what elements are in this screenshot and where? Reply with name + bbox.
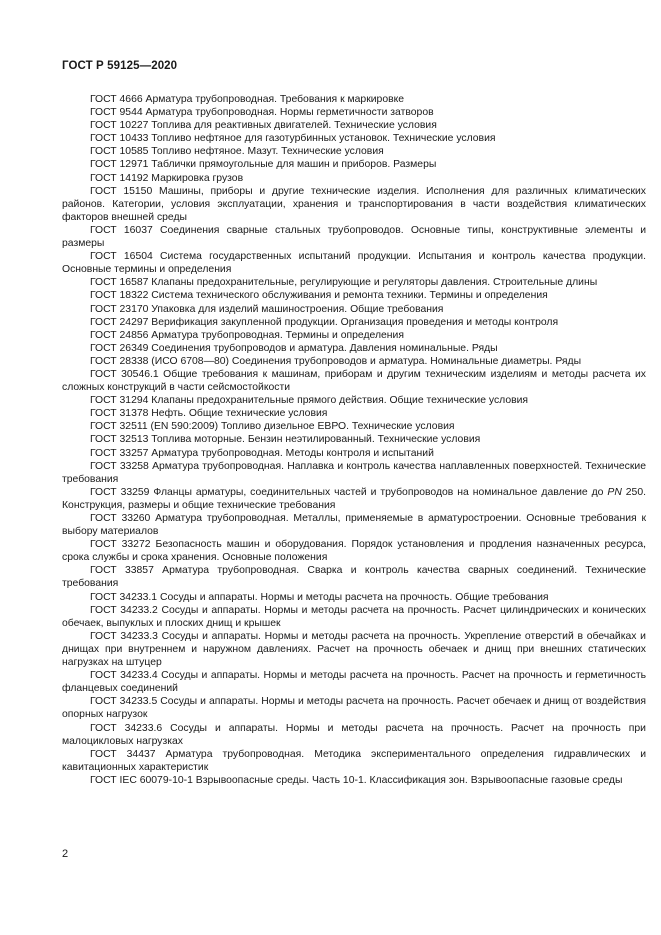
reference-item: ГОСТ 24856 Арматура трубопроводная. Термины и определения xyxy=(90,329,404,341)
reference-item: ГОСТ 33260 Арматура трубопроводная. Металлы, применяемые в арматуростроении. Основные требования к выбору материалов xyxy=(62,513,646,538)
reference-item: ГОСТ 32511 (EN 590:2009) Топливо дизельное ЕВРО. Технические условия xyxy=(90,421,455,433)
reference-item: ГОСТ 34233.1 Сосуды и аппараты. Нормы и методы расчета на прочность. Общие требования xyxy=(90,591,549,603)
document-header: ГОСТ Р 59125—2020 xyxy=(62,60,178,72)
reference-item: ГОСТ 10227 Топлива для реактивных двигателей. Технические условия xyxy=(90,120,437,132)
reference-item: ГОСТ 23170 Упаковка для изделий машиностроения. Общие требования xyxy=(90,303,444,315)
reference-item: ГОСТ 10433 Топливо нефтяное для газотурбинных установок. Технические условия xyxy=(90,133,496,145)
reference-item: ГОСТ 34233.6 Сосуды и аппараты. Нормы и методы расчета на прочность. Расчет на прочность при малоцикловых нагрузках xyxy=(62,722,646,747)
reference-item: ГОСТ 18322 Система технического обслуживания и ремонта техники. Термины и определения xyxy=(90,290,548,302)
reference-item: ГОСТ 34437 Арматура трубопроводная. Методика экспериментального определения гидравлических и кавитационных характеристик xyxy=(62,748,646,773)
reference-item: ГОСТ 26349 Соединения трубопроводов и арматура. Давления номинальные. Ряды xyxy=(90,342,498,354)
reference-item: ГОСТ 16504 Система государственных испытаний продукции. Испытания и контроль качества продукции. Основные термины и определения xyxy=(62,251,646,276)
reference-item: ГОСТ 33857 Арматура трубопроводная. Сварка и контроль качества сварных соединений. Технические требования xyxy=(62,565,646,590)
reference-item: ГОСТ 33258 Арматура трубопроводная. Наплавка и контроль качества наплавленных поверхностей. Технические требования xyxy=(62,460,646,485)
reference-item: ГОСТ 34233.2 Сосуды и аппараты. Нормы и методы расчета на прочность. Расчет цилиндрических и конических обечаек, выпуклых и плоских днищ и крышек xyxy=(62,604,646,629)
reference-item: ГОСТ 33272 Безопасность машин и оборудования. Порядок установления и продления назначенных ресурса, срока службы и срока хранения. Основные положения xyxy=(62,539,646,564)
reference-item: ГОСТ 9544 Арматура трубопроводная. Нормы герметичности затворов xyxy=(90,107,434,119)
normative-references-list xyxy=(62,93,646,787)
page-number: 2 xyxy=(62,848,69,860)
reference-item: ГОСТ 24297 Верификация закупленной продукции. Организация проведения и методы контроля xyxy=(90,316,559,328)
reference-item: ГОСТ 33257 Арматура трубопроводная. Методы контроля и испытаний xyxy=(90,447,434,459)
reference-item: ГОСТ 16587 Клапаны предохранительные, регулирующие и регуляторы давления. Строительные длины xyxy=(90,277,598,289)
reference-item: ГОСТ 10585 Топливо нефтяное. Мазут. Технические условия xyxy=(90,146,384,158)
reference-item: ГОСТ 14192 Маркировка грузов xyxy=(90,172,244,184)
reference-item: ГОСТ 12971 Таблички прямоугольные для машин и приборов. Размеры xyxy=(90,159,437,171)
reference-item: ГОСТ 31294 Клапаны предохранительные прямого действия. Общие технические условия xyxy=(90,395,529,407)
reference-item: ГОСТ 33259 Фланцы арматуры, соединительных частей и трубопроводов на номинальное давление до PN 250. Конструкция, размеры и общие технические требования xyxy=(62,486,646,511)
reference-item: ГОСТ 16037 Соединения сварные стальных трубопроводов. Основные типы, конструктивные элементы и размеры xyxy=(62,224,646,250)
reference-item: ГОСТ 31378 Нефть. Общие технические условия xyxy=(90,408,328,420)
reference-item: ГОСТ 34233.4 Сосуды и аппараты. Нормы и методы расчета на прочность. Расчет на прочность и герметичность фланцевых соединений xyxy=(62,670,646,695)
reference-item: ГОСТ 30546.1 Общие требования к машинам, приборам и другим техническим изделиям и методы расчета их сложных конструкций в части сейсмостойкости xyxy=(62,368,646,394)
reference-item: ГОСТ 34233.5 Сосуды и аппараты. Нормы и методы расчета на прочность. Расчет обечаек и днищ от воздействия опорных нагрузок xyxy=(62,696,646,721)
reference-item: ГОСТ 4666 Арматура трубопроводная. Требования к маркировке xyxy=(90,94,405,105)
reference-item: ГОСТ 15150 Машины, приборы и другие технические изделия. Исполнения для различных климатических районов. Категории, условия эксплуатации, хранения и транспортирования в части воздействия климатических факторов внешней среды xyxy=(62,185,646,223)
reference-item: ГОСТ IEC 60079-10-1 Взрывоопасные среды. Часть 10-1. Классификация зон. Взрывоопасные газовые среды xyxy=(90,774,623,786)
reference-item: ГОСТ 28338 (ИСО 6708—80) Соединения трубопроводов и арматура. Номинальные диаметры. Ряды xyxy=(90,355,582,367)
reference-item: ГОСТ 32513 Топлива моторные. Бензин неэтилированный. Технические условия xyxy=(90,434,481,446)
reference-item: ГОСТ 34233.3 Сосуды и аппараты. Нормы и методы расчета на прочность. Укрепление отверстий в обечайках и днищах при внутреннем и наружном давлениях. Расчет на прочность обечаек и днищ при внешних статических нагрузках на штуцер xyxy=(62,630,646,669)
